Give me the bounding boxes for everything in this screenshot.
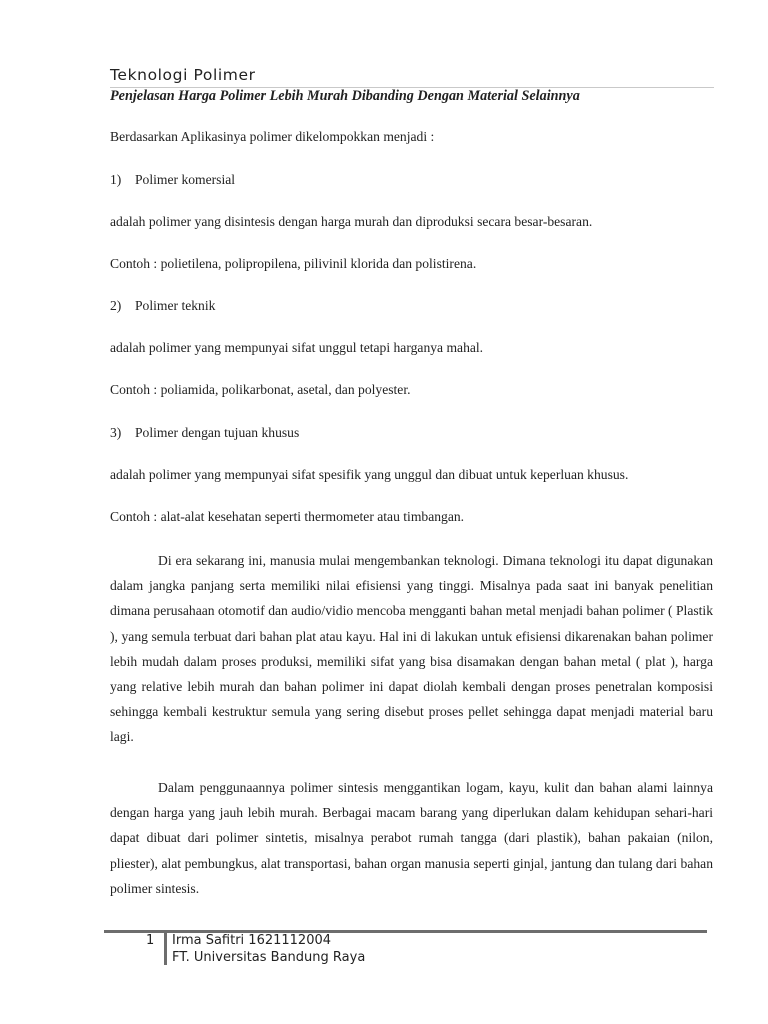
list-item-description: adalah polimer yang disintesis dengan harga murah dan diproduksi secara besar-besaran. (110, 214, 593, 229)
body-paragraph: Di era sekarang ini, manusia mulai mengembankan teknologi. Dimana teknologi itu dapat digunakan dalam jangka panjang serta memiliki nilai efisiensi yang tinggi. Misalnya pada saat ini banyak penelitian dimana perusahaan otomotif dan audio/vidio mencoba mengganti bahan metal menjadi bahan polimer ( Plastik ), yang semula terbuat dari bahan plat atau kayu. Hal ini di lakukan untuk efisiensi dikarenakan bahan polimer lebih mudah dalam proses produksi, memiliki sifat yang bisa disamakan dengan bahan metal ( plat ), harga yang relative lebih murah dan bahan polimer ini dapat diolah kembali dengan proses penetralan komposisi sehingga kembali kestruktur semula yang sering disebut proses pellet sehingga dapat menjadi material baru lagi. (110, 553, 713, 745)
list-item-label: Polimer komersial (135, 172, 236, 187)
footer-vertical-divider (164, 933, 167, 965)
intro-text: Berdasarkan Aplikasinya polimer dikelompokkan menjadi : (110, 129, 435, 144)
footer-institution: FT. Universitas Bandung Raya (172, 950, 366, 965)
list-item-number: 3) (110, 425, 122, 440)
list-item-number: 1) (110, 172, 122, 187)
list-item-label: Polimer dengan tujuan khusus (135, 425, 300, 440)
list-item-heading (110, 425, 299, 441)
footer-author: Irma Safitri 1621112004 (172, 933, 332, 948)
list-item-description: adalah polimer yang mempunyai sifat unggul tetapi harganya mahal. (110, 340, 484, 355)
list-item-description: adalah polimer yang mempunyai sifat spesifik yang unggul dan dibuat untuk keperluan khusus. (110, 467, 629, 482)
list-item-example: Contoh : alat-alat kesehatan seperti thermometer atau timbangan. (110, 509, 465, 524)
page-number: 1 (146, 933, 155, 948)
document-subtitle: Penjelasan Harga Polimer Lebih Murah Dibanding Dengan Material Selainnya (110, 88, 580, 104)
body-paragraph: Dalam penggunaannya polimer sintesis menggantikan logam, kayu, kulit dan bahan alami lainnya dengan harga yang jauh lebih murah. Berbagai macam barang yang diperlukan dalam kehidupan sehari-hari dapat dibuat dari polimer sintetis, misalnya perabot rumah tangga (dari plastik), bahan pakaian (nilon, pliester), alat pembungkus, alat transportasi, bahan organ manusia seperti ginjal, jantung dan tulang dari bahan polimer sintesis. (110, 780, 713, 896)
list-item-label: Polimer teknik (135, 298, 216, 313)
list-item-example: Contoh : polietilena, polipropilena, pilivinil klorida dan polistirena. (110, 256, 477, 271)
document-title: Teknologi Polimer (110, 66, 256, 84)
list-item-number: 2) (110, 298, 122, 313)
list-item-heading (110, 172, 235, 188)
list-item-example: Contoh : poliamida, polikarbonat, asetal, dan polyester. (110, 382, 411, 397)
list-item-heading (110, 298, 215, 314)
